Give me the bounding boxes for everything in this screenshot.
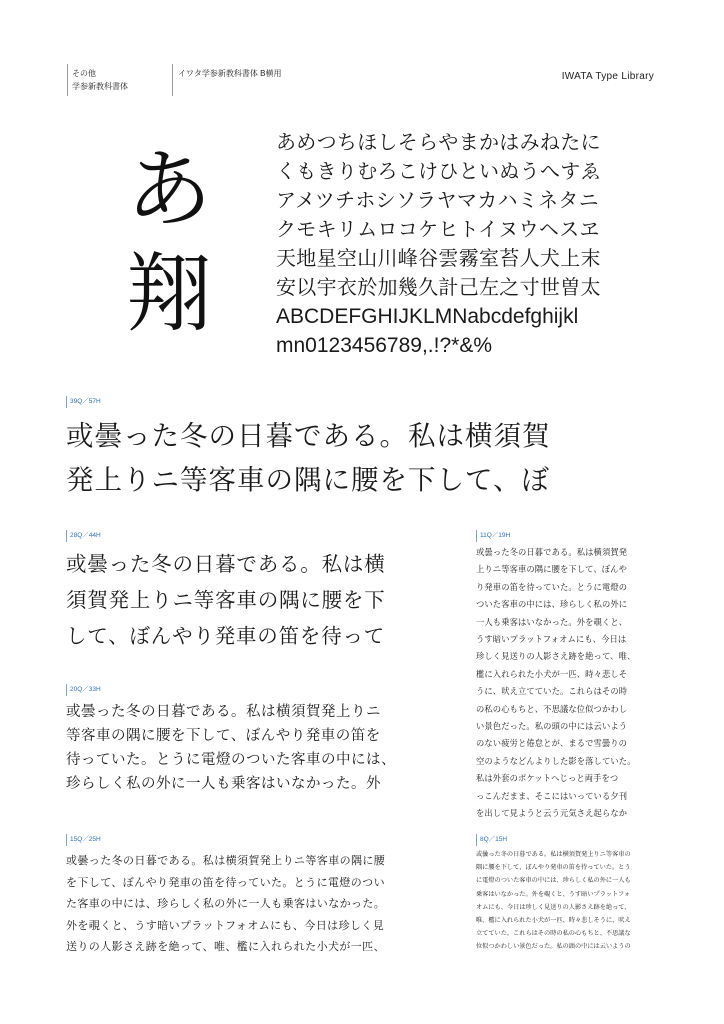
header-font-name: イワタ学参新教科書体 B横用	[178, 69, 282, 78]
category-line: その他	[72, 69, 96, 78]
sample-text: 或曇った冬の日暮である。私は横須賀発上りニ等客車の 隅に腰を下して、ぼんやり発車の笛を待っていた。とう に電燈のついた客車の中には、珍らしく私の外に一人も 乗客はいなかった。外を覗くと、うす暗いプラットフォ オムにも、今日は珍しく見送りの人影さえ跡を絶って、 唯、檻に入れられた小犬が一匹、時々悲しそうに、吠え 立てていた。これらはその時の私の心もちと、不思議な 位似つかわしい景色だった。私の頭の中には云いようの	[476, 851, 631, 951]
sample-text: 或曇った冬の日暮である。私は横須賀発上りニ 等客車の隅に腰を下して、ぼんやり発車の笛を 待っていた。とうに電燈のついた客車の中には、 珍らしく私の外に一人も乗客はいなかった。外	[66, 704, 396, 792]
size-label: 8Q／15H	[476, 834, 666, 846]
specimen-line: くもきりむろこけひといぬうへすゑ	[276, 159, 601, 183]
large-glyph: 翔	[126, 244, 212, 344]
character-specimen	[276, 128, 601, 360]
sample-block-28q	[66, 530, 446, 654]
header-category	[72, 67, 128, 93]
size-label: 11Q／19H	[476, 530, 666, 542]
category-line: 学参新教科書体	[72, 82, 128, 91]
size-label: 39Q／57H	[66, 396, 666, 408]
sample-block-20q	[66, 684, 446, 796]
latin-specimen-line: mn0123456789,.!?*&%	[276, 334, 492, 357]
large-glyph: あ	[126, 140, 212, 240]
sample-block-11q	[476, 530, 666, 823]
size-label: 15Q／25H	[66, 834, 446, 846]
specimen-line: 安以宇衣於加幾久計己左之寸世曽太	[276, 275, 601, 299]
sample-block-8q	[476, 834, 666, 954]
sample-text: 或曇った冬の日暮である。私は横須賀 発上りニ等客車の隅に腰を下して、ぼ	[66, 420, 551, 496]
latin-specimen-line: ABCDEFGHIJKLMNabcdefghijkl	[276, 305, 579, 328]
size-label: 28Q／44H	[66, 530, 446, 542]
header-divider	[172, 64, 173, 96]
large-glyph-display	[104, 138, 234, 346]
sample-text: 或曇った冬の日暮である。私は横須賀発 上りニ等客車の隅に腰を下して、ぼんや り発車の笛を待っていた。とうに電燈の ついた客車の中には、珍らしく私の外に 一人も乗客はいなかった。外を覗くと、 うす暗いプラットフォオムにも、今日は 珍しく見送りの人影さえ跡を絶って、唯、 檻に入れられた小犬が一匹、時々悲しそ うに、吠え立てていた。これらはその時 の私の心もちと、不思議な位似つかわし い景色だった。私の頭の中には云いよう のない疲労と倦怠とが、まるで雪曇りの 空のようなどんよりした影を落していた。 私は外套のポケットへじっと両手をつ っこんだまま、そこにはいっている夕刊 を出して見ようと云う元気さえ起らなか	[476, 547, 636, 819]
sample-block-39q	[66, 396, 666, 502]
header-divider	[67, 64, 68, 96]
sample-text: 或曇った冬の日暮である。私は横須賀発上りニ等客車の隅に腰 を下して、ぼんやり発車の笛を待っていた。とうに電燈のつい た客車の中には、珍らしく私の外に一人も乗客はいなかった。 外を覗くと、うす暗いプラットフォオムにも、今日は珍しく見 送りの人影さえ跡を絶って、唯、檻に入れられた小犬が一匹、	[66, 854, 386, 953]
specimen-line: クモキリムロコケヒトイヌウヘスヱ	[276, 217, 600, 241]
sample-block-15q	[66, 834, 446, 958]
sample-text: 或曇った冬の日暮である。私は横 須賀発上りニ等客車の隅に腰を下 して、ぼんやり発車の笛を待って	[66, 552, 386, 648]
specimen-line: あめつちほしそらやまかはみねたに	[276, 130, 601, 154]
size-label: 20Q／33H	[66, 684, 446, 696]
specimen-line: 天地星空山川峰谷雲霧室苔人犬上末	[276, 246, 601, 270]
specimen-line: アメツチホシソラヤマカハミネタニ	[276, 188, 599, 212]
header-library-name: IWATA Type Library	[561, 71, 654, 82]
